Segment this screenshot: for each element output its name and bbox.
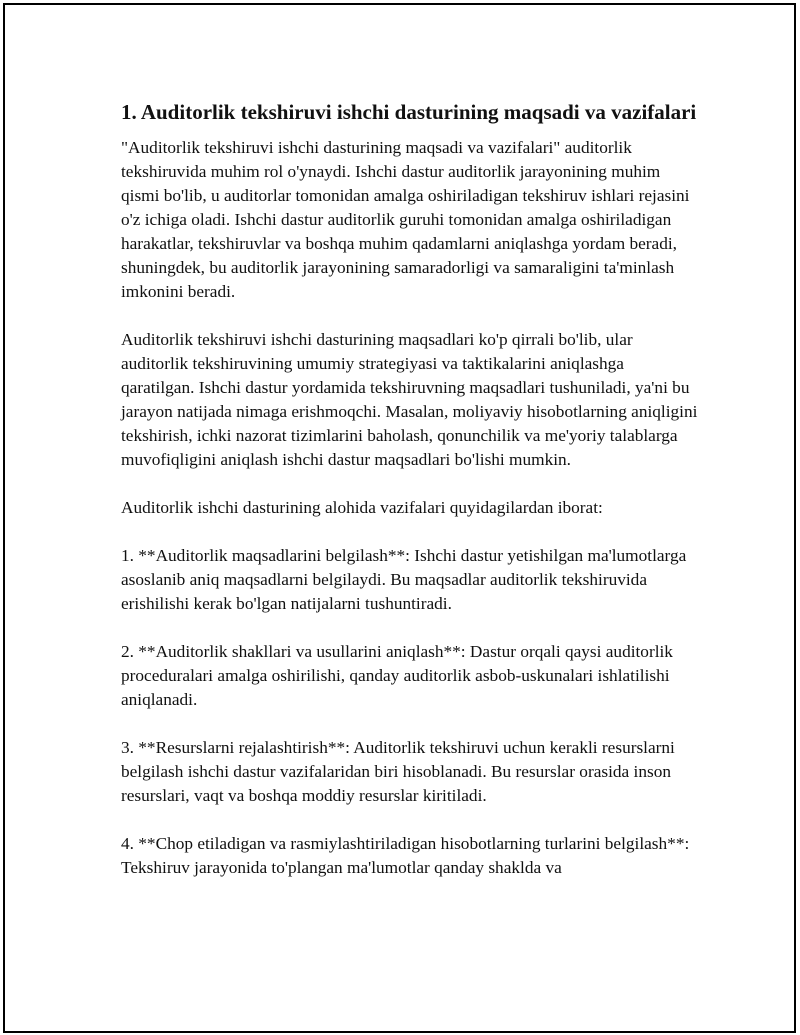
list-item-3: 3. **Resurslarni rejalashtirish**: Auditorlik tekshiruvi uchun kerakli resurslarni belgilash ishchi dastur vazifalaridan biri hisoblanadi. Bu resurslar orasida inson resurslari, vaqt va boshqa moddiy resurslar kiritiladi. [121, 738, 675, 805]
list-item-4: 4. **Chop etiladigan va rasmiylashtiriladigan hisobotlarning turlarini belgilash**: Tekshiruv jarayonida to'plangan ma'lumotlar qanday shaklda va [121, 834, 690, 877]
paragraph-intro: "Auditorlik tekshiruvi ishchi dasturining maqsadi va vazifalari" auditorlik tekshiruvida muhim rol o'ynaydi. Ishchi dastur auditorlik jarayonining muhim qismi bo'lib, u auditorlar tomonidan amalga oshiriladigan tekshiruv ishlari rejasini o'z ichiga oladi. Ishchi dastur auditorlik guruhi tomonidan amalga oshiriladigan harakatlar, tekshiruvlar va boshqa muhim qadamlarni aniqlashga yordam beradi, shuningdek, bu auditorlik jarayonining samaradorligi va samaraligini ta'minlash imkonini beradi. [121, 138, 690, 301]
paragraph-goals: Auditorlik tekshiruvi ishchi dasturining maqsadlari ko'p qirrali bo'lib, ular auditorlik tekshiruvining umumiy strategiyasi va taktikalarini aniqlashga qaratilgan. Ishchi dastur yordamida tekshiruvning maqsadlari tushuniladi, ya'ni bu jarayon natijada nimaga erishmoqchi. Masalan, moliyaviy hisobotlarning aniqligini tekshirish, ichki nazorat tizimlarini baholash, qonunchilik va me'yoriy talablarga muvofiqligini aniqlash ishchi dastur maqsadlari bo'lishi mumkin. [121, 330, 698, 469]
document-body [121, 98, 701, 904]
paragraph-tasks-lead: Auditorlik ishchi dasturining alohida vazifalari quyidagilardan iborat: [121, 498, 603, 517]
list-item-2: 2. **Auditorlik shakllari va usullarini aniqlash**: Dastur orqali qaysi auditorlik proceduralari amalga oshirilishi, qanday auditorlik asbob-uskunalari ishlatilishi aniqlanadi. [121, 642, 673, 709]
document-page [3, 3, 796, 1033]
list-item-1: 1. **Auditorlik maqsadlarini belgilash**: Ishchi dastur yetishilgan ma'lumotlarga asoslanib aniq maqsadlarni belgilaydi. Bu maqsadlar auditorlik tekshiruvida erishilishi kerak bo'lgan natijalarni tushuntiradi. [121, 546, 687, 613]
section-heading: 1. Auditorlik tekshiruvi ishchi dasturining maqsadi va vazifalari [121, 100, 697, 124]
